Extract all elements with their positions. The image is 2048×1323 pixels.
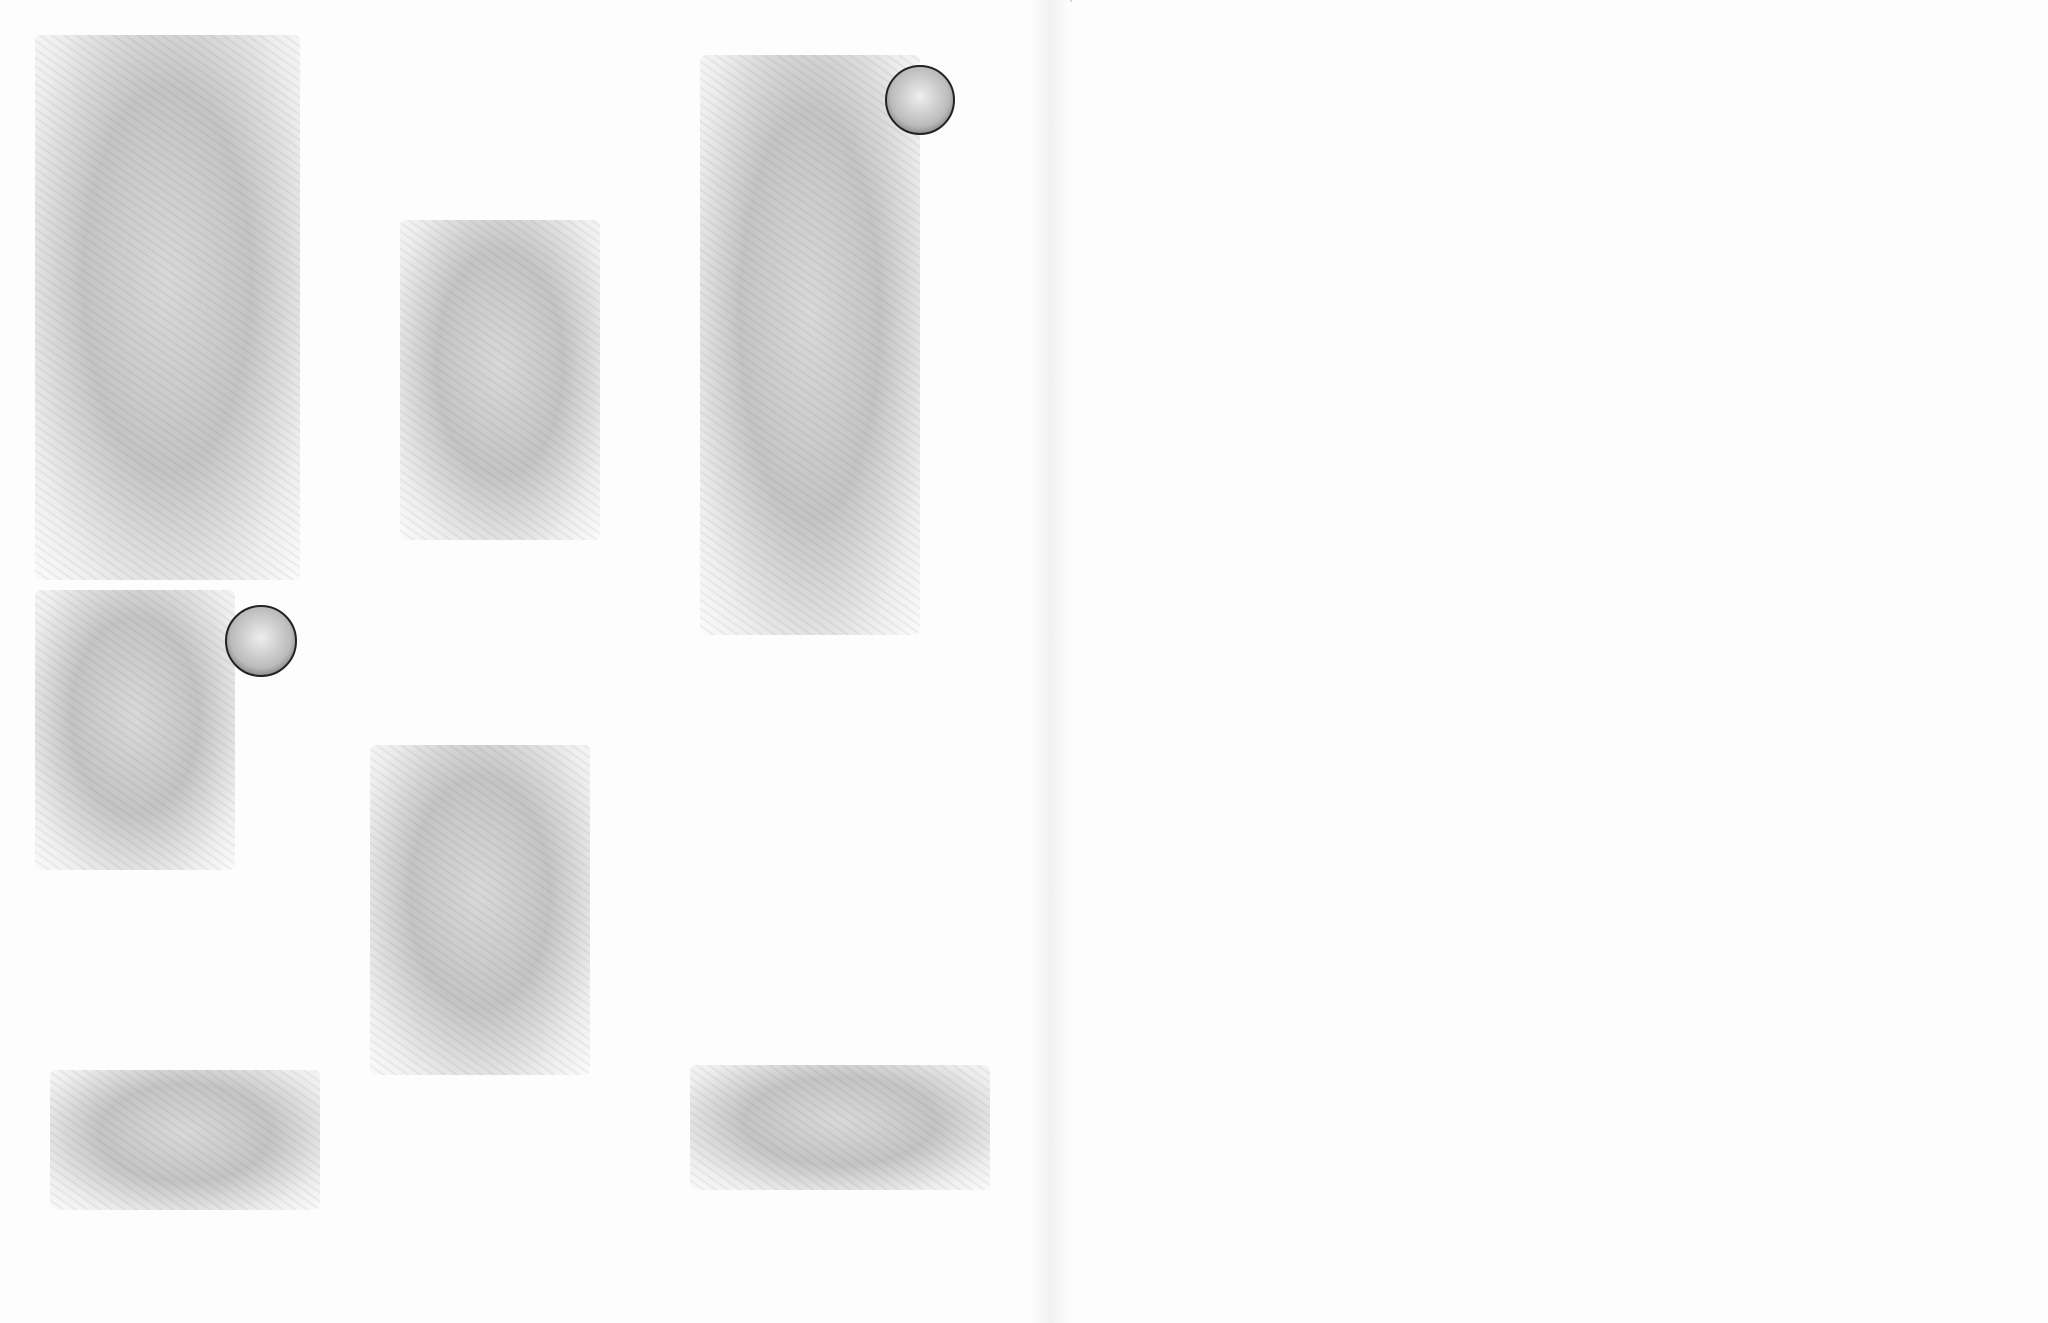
hunting-coat-block [680,655,980,667]
catalog-right-page [1070,0,2048,1323]
hunting-coat-illustration [700,55,920,635]
under-suits-block [360,1110,652,1116]
hunter-rain-suit-illustration [35,35,300,580]
hood-circle-portrait-icon [885,65,955,135]
parka-hood-portrait-icon [225,605,297,677]
parka-illustration [35,590,235,870]
air-man-suitcase-illustration [1070,0,1072,2]
rain-shirt-illustration [400,220,600,540]
mitten-illustration [50,1070,320,1210]
page-gutter [1030,0,1070,1323]
mitten-block [37,1218,329,1224]
under-suits-illustration [370,745,590,1075]
duckers-muff-illustration [690,1065,990,1190]
parka-block [37,888,329,898]
